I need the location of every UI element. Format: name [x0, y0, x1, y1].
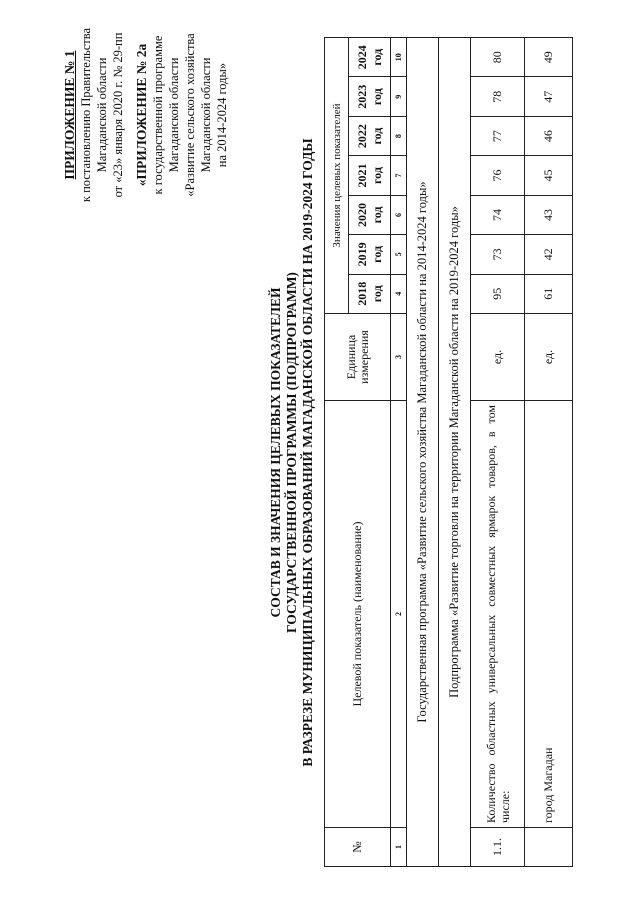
header-name: Целевой показатель (наименование) — [325, 401, 391, 828]
appendix-heading: ПРИЛОЖЕНИЕ № 1 — [62, 50, 77, 180]
sub-appendix-heading: «ПРИЛОЖЕНИЕ № 2а — [134, 43, 149, 187]
title-line: ГОСУДАРСТВЕННОЙ ПРОГРАММЫ (ПОДПРОГРАММ) — [284, 272, 299, 633]
value-cell: 61 — [525, 274, 573, 313]
document-title — [268, 40, 316, 865]
value-cell: 49 — [525, 38, 573, 77]
column-index: 3 — [391, 314, 407, 401]
header-num: № — [325, 828, 391, 867]
year-header: 2022 год — [349, 116, 391, 155]
column-index: 1 — [391, 828, 407, 867]
appendix-line: Магаданской области — [95, 57, 109, 173]
value-cell: 77 — [471, 116, 525, 155]
indicators-table — [324, 37, 573, 867]
year-header: 2024 год — [349, 38, 391, 77]
value-cell: 46 — [525, 116, 573, 155]
appendix-block — [62, 10, 230, 220]
value-cell: 73 — [471, 235, 525, 274]
program-row: Государственная программа «Развитие сельского хозяйства Магаданской области на 2014-2024 годы» — [407, 38, 439, 867]
indicator-name: Количество областных универсальных совместных ярмарок товаров, в том числе: — [471, 401, 525, 828]
row-num — [525, 828, 573, 867]
value-cell: 80 — [471, 38, 525, 77]
year-header: 2023 год — [349, 77, 391, 116]
year-header: 2018 год — [349, 274, 391, 313]
appendix-line: на 2014-2024 годы» — [215, 62, 229, 168]
value-cell: 43 — [525, 195, 573, 234]
value-cell: 45 — [525, 156, 573, 195]
value-cell: 76 — [471, 156, 525, 195]
header-values: Значения целевых показателей — [325, 38, 349, 314]
column-index: 8 — [391, 116, 407, 155]
column-index: 4 — [391, 274, 407, 313]
column-index: 5 — [391, 235, 407, 274]
subprogram-row: Подпрограмма «Развитие торговли на территории Магаданской области на 2019-2024 годы» — [439, 38, 471, 867]
indicator-name: город Магадан — [525, 401, 573, 828]
title-line: В РАЗРЕЗЕ МУНИЦИПАЛЬНЫХ ОБРАЗОВАНИЙ МАГАДАНСКОЙ ОБЛАСТИ НА 2019-2024 ГОДЫ — [300, 138, 315, 767]
row-num: 1.1. — [471, 828, 525, 867]
value-cell: 47 — [525, 77, 573, 116]
column-index: 2 — [391, 401, 407, 828]
appendix-line: к государственной программе — [151, 35, 165, 195]
column-index: 6 — [391, 195, 407, 234]
year-header: 2019 год — [349, 235, 391, 274]
header-unit: Единица измерения — [325, 314, 391, 401]
unit-cell: ед. — [525, 314, 573, 401]
year-header: 2021 год — [349, 156, 391, 195]
appendix-line: к постановлению Правительства — [79, 27, 93, 203]
column-index: 7 — [391, 156, 407, 195]
unit-cell: ед. — [471, 314, 525, 401]
column-index: 9 — [391, 77, 407, 116]
value-cell: 78 — [471, 77, 525, 116]
appendix-line: Магаданской области — [167, 57, 181, 173]
appendix-line: Магаданской области — [199, 57, 213, 173]
value-cell: 74 — [471, 195, 525, 234]
value-cell: 95 — [471, 274, 525, 313]
column-index: 10 — [391, 38, 407, 77]
value-cell: 42 — [525, 235, 573, 274]
title-line: СОСТАВ И ЗНАЧЕНИЯ ЦЕЛЕВЫХ ПОКАЗАТЕЛЕЙ — [268, 287, 283, 618]
year-header: 2020 год — [349, 195, 391, 234]
appendix-line: от «23» января 2020 г. № 29-пп — [111, 32, 125, 198]
appendix-line: «Развитие сельского хозяйства — [183, 33, 197, 197]
